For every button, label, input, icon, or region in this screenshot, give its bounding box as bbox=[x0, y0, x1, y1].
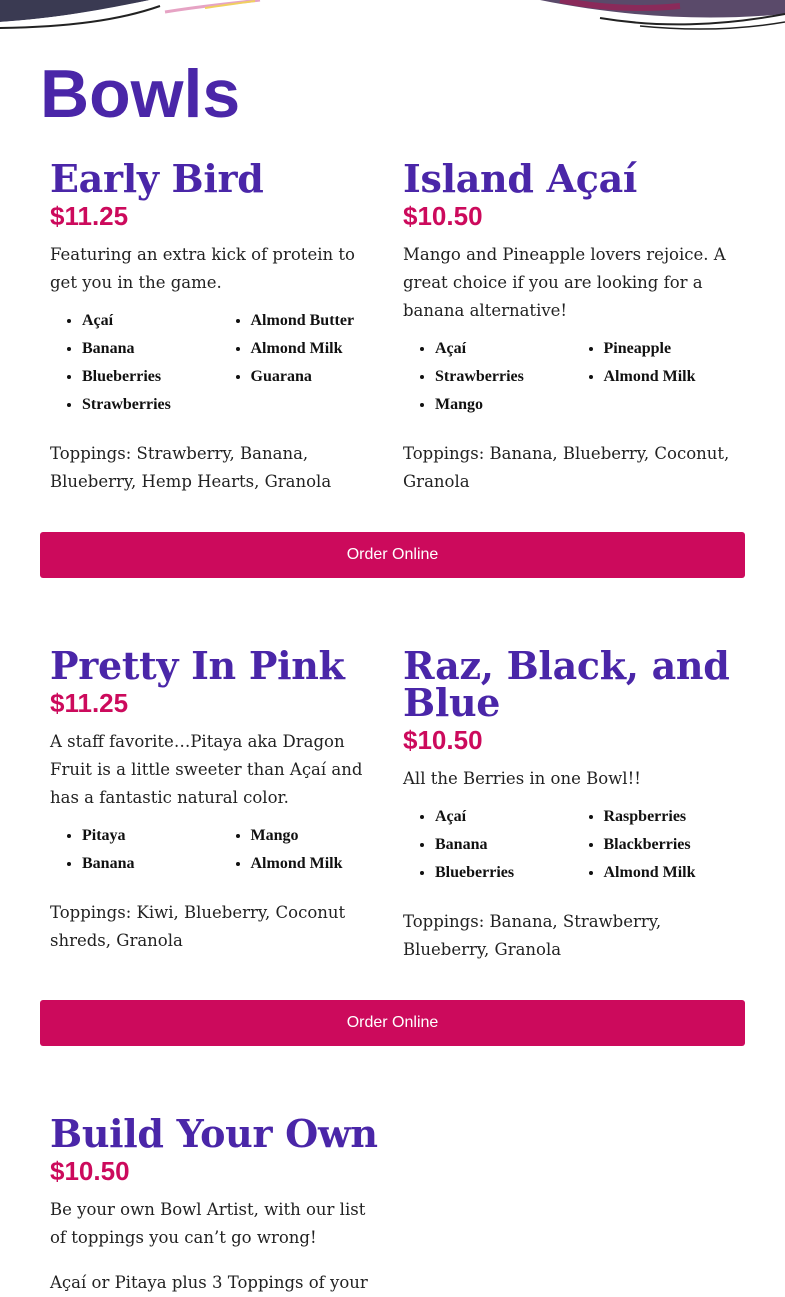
bowl-card-island-acai bbox=[403, 156, 738, 496]
ingredient-item: • Blackberries bbox=[604, 831, 739, 859]
bowl-toppings: Toppings: Strawberry, Banana, Blueberry, Hemp Hearts, Granola bbox=[50, 444, 332, 491]
ingredient-list bbox=[403, 803, 738, 887]
bowl-name: Build Your Own bbox=[50, 1111, 378, 1156]
order-online-button[interactable]: Order Online bbox=[40, 1000, 745, 1046]
ingredient-item: • Almond Milk bbox=[604, 859, 739, 887]
ingredient-item: • Açaí bbox=[435, 803, 570, 831]
bowl-card-build-your-own bbox=[50, 1111, 385, 1297]
ingredient-item: • Banana bbox=[82, 335, 217, 363]
bowl-card-early-bird bbox=[50, 156, 385, 496]
ingredient-list bbox=[50, 307, 385, 419]
bowl-description: A staff favorite…Pitaya aka Dragon Fruit is a little sweeter than Açaí and has a fantastic natural color. bbox=[50, 732, 363, 807]
bowl-name: Early Bird bbox=[50, 156, 264, 201]
header-brush-art bbox=[0, 0, 785, 40]
ingredient-item: • Mango bbox=[435, 391, 570, 419]
bowl-toppings: Toppings: Kiwi, Blueberry, Coconut shreds, Granola bbox=[50, 903, 346, 950]
ingredient-item: • Açaí bbox=[82, 307, 217, 335]
page-title: Bowls bbox=[40, 56, 241, 132]
ingredient-item: • Pineapple bbox=[604, 335, 739, 363]
bowl-name: Pretty In Pink bbox=[50, 643, 345, 688]
ingredient-item: • Guarana bbox=[251, 363, 386, 391]
ingredient-item: • Blueberries bbox=[82, 363, 217, 391]
ingredient-item: • Strawberries bbox=[435, 363, 570, 391]
ingredient-item: • Almond Butter bbox=[251, 307, 386, 335]
ingredient-item: • Mango bbox=[251, 822, 386, 850]
bowl-price: $10.50 bbox=[403, 201, 483, 231]
ingredient-item: • Açaí bbox=[435, 335, 570, 363]
bowl-price: $10.50 bbox=[403, 725, 483, 755]
ingredient-item: • Strawberries bbox=[82, 391, 217, 419]
ingredient-item: • Banana bbox=[435, 831, 570, 859]
ingredient-list bbox=[403, 335, 738, 419]
ingredient-item: • Almond Milk bbox=[251, 850, 386, 878]
bowl-toppings: Toppings: Banana, Blueberry, Coconut, Granola bbox=[403, 444, 730, 491]
bowl-price: $10.50 bbox=[50, 1156, 130, 1186]
bowl-description: All the Berries in one Bowl!! bbox=[403, 769, 641, 788]
bowl-description: Mango and Pineapple lovers rejoice. A great choice if you are looking for a banana alternative! bbox=[403, 245, 726, 320]
bowl-name: Raz, Black, and Blue bbox=[403, 643, 730, 725]
order-online-button[interactable]: Order Online bbox=[40, 532, 745, 578]
ingredient-item: • Blueberries bbox=[435, 859, 570, 887]
bowl-name: Island Açaí bbox=[403, 156, 638, 201]
bowl-extra-info: Açaí or Pitaya plus 3 Toppings of your bbox=[50, 1273, 368, 1292]
ingredient-item: • Raspberries bbox=[604, 803, 739, 831]
bowl-description: Featuring an extra kick of protein to get you in the game. bbox=[50, 245, 355, 292]
bowl-price: $11.25 bbox=[50, 688, 129, 718]
ingredient-item: • Almond Milk bbox=[251, 335, 386, 363]
bowl-price: $11.25 bbox=[50, 201, 129, 231]
ingredient-item: • Almond Milk bbox=[604, 363, 739, 391]
bowl-card-raz-black-blue bbox=[403, 643, 738, 964]
bowl-toppings: Toppings: Banana, Strawberry, Blueberry, Granola bbox=[403, 912, 662, 959]
ingredient-item: • Banana bbox=[82, 850, 217, 878]
ingredient-item: • Pitaya bbox=[82, 822, 217, 850]
bowl-description: Be your own Bowl Artist, with our list of toppings you can’t go wrong! bbox=[50, 1200, 366, 1247]
bowl-card-pretty-in-pink bbox=[50, 643, 385, 955]
ingredient-list bbox=[50, 822, 385, 878]
